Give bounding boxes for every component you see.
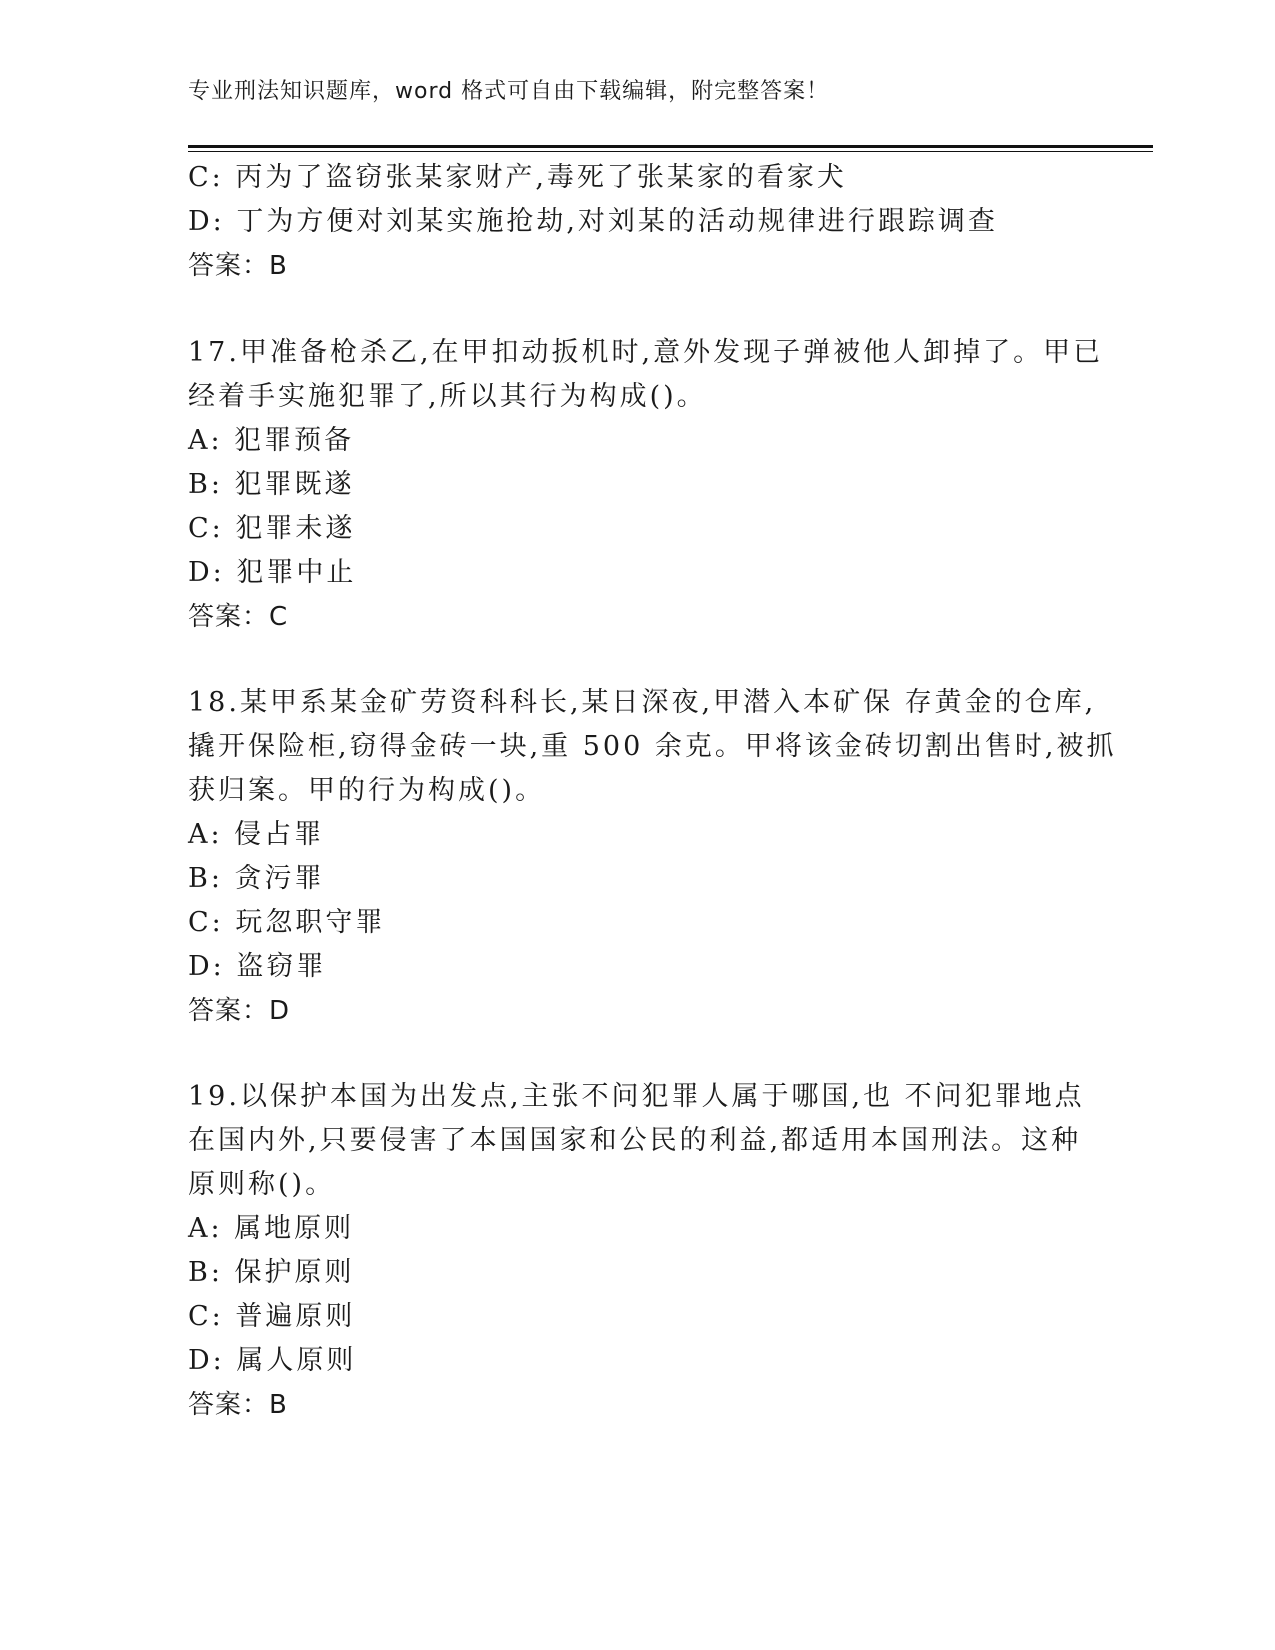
prev-option-c: C: 丙为了盗窃张某家财产,毒死了张某家的看家犬 <box>188 162 847 193</box>
q18-stem-line-1: 18.某甲系某金矿劳资科科长,某日深夜,甲潜入本矿保 存黄金的仓库, <box>188 687 1097 718</box>
q18-option-d: D: 盗窃罪 <box>188 951 327 982</box>
q19-stem-line-2: 在国内外,只要侵害了本国国家和公民的利益,都适用本国刑法。这种 <box>188 1125 1082 1156</box>
q18-stem-line-2: 撬开保险柜,窃得金砖一块,重 500 余克。甲将该金砖切割出售时,被抓 <box>188 731 1117 762</box>
q18-option-a: A: 侵占罪 <box>188 819 325 850</box>
q18-answer: 答案：D <box>188 996 291 1026</box>
q19-option-b: B: 保护原则 <box>188 1257 355 1288</box>
prev-answer: 答案：B <box>188 251 288 281</box>
q19-option-c: C: 普遍原则 <box>188 1301 356 1332</box>
page-header: 专业刑法知识题库，word 格式可自由下载编辑，附完整答案！ <box>188 79 830 104</box>
q19-stem-line-1: 19.以保护本国为出发点,主张不问犯罪人属于哪国,也 不问犯罪地点 <box>188 1081 1085 1112</box>
q19-option-a: A: 属地原则 <box>188 1213 355 1244</box>
q18-stem-line-3: 获归案。甲的行为构成()。 <box>188 775 546 806</box>
q17-stem-line-2: 经着手实施犯罪了,所以其行为构成()。 <box>188 381 707 412</box>
header-rule-thick <box>188 145 1153 148</box>
q19-stem-line-3: 原则称()。 <box>188 1169 336 1200</box>
q17-option-d: D: 犯罪中止 <box>188 557 357 588</box>
q18-option-c: C: 玩忽职守罪 <box>188 907 386 938</box>
prev-option-d: D: 丁为方便对刘某实施抢劫,对刘某的活动规律进行跟踪调查 <box>188 206 998 237</box>
q17-stem-line-1: 17.甲准备枪杀乙,在甲扣动扳机时,意外发现子弹被他人卸掉了。甲已 <box>188 337 1104 368</box>
q17-answer: 答案：C <box>188 602 289 632</box>
q18-option-b: B: 贪污罪 <box>188 863 325 894</box>
q19-answer: 答案：B <box>188 1390 288 1420</box>
q19-option-d: D: 属人原则 <box>188 1345 357 1376</box>
q17-option-a: A: 犯罪预备 <box>188 425 355 456</box>
q17-option-c: C: 犯罪未遂 <box>188 513 356 544</box>
q17-option-b: B: 犯罪既遂 <box>188 469 355 500</box>
header-rule-thin <box>188 151 1153 152</box>
